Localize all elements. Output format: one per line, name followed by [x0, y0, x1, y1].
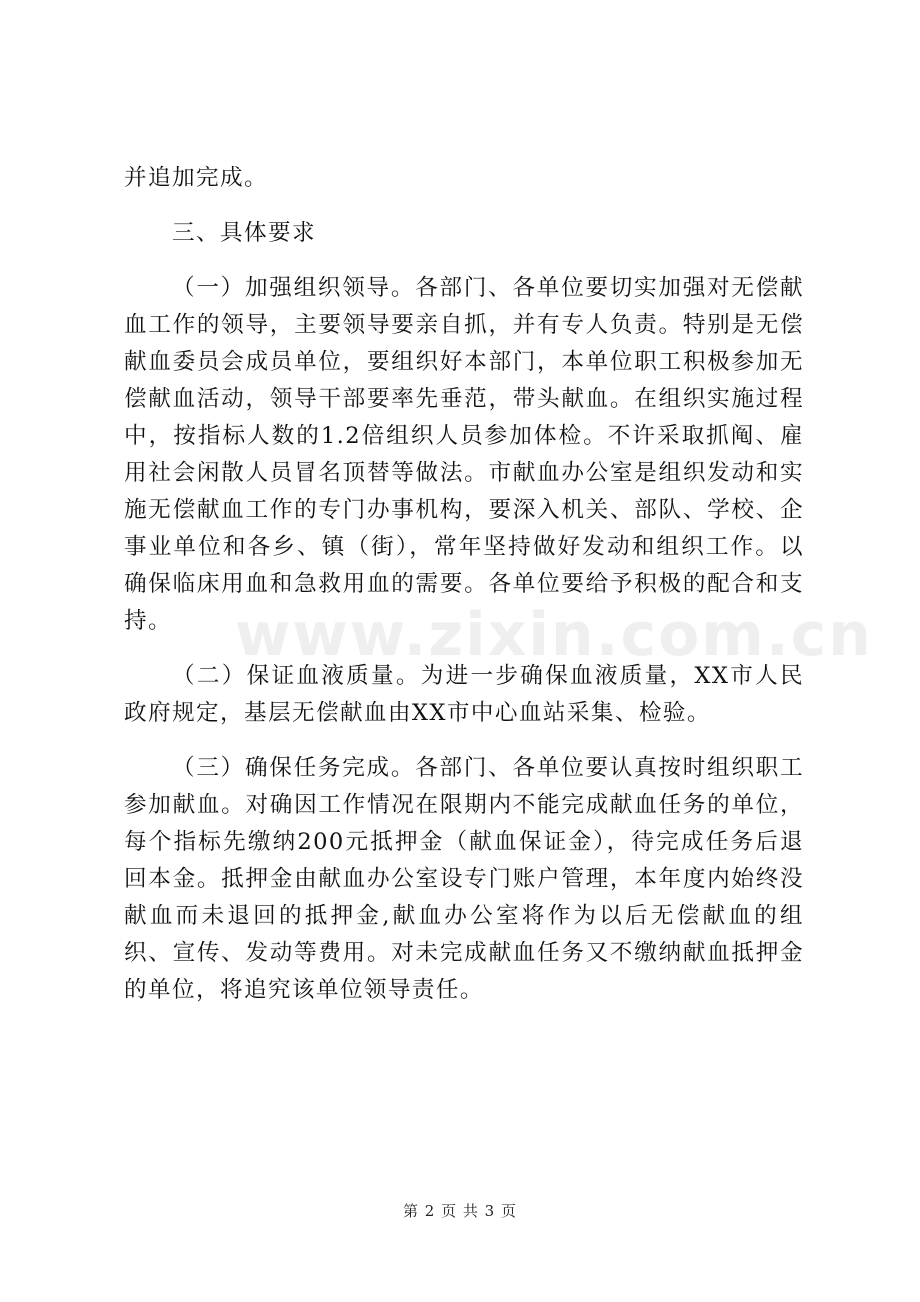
paragraph-organization: （一）加强组织领导。各部门、各单位要切实加强对无偿献血工作的领导，主要领导要亲自抓，并有专人负责。特别是无偿献血委员会成员单位，要组织好本部门，本单位职工积极参加无偿献血活动，领导干部要率先垂范，带头献血。在组织实施过程中，按指标人数的1.2倍组织人员参加体检。不许采取抓阄、雇用社会闲散人员冒名顶替等做法。市献血办公室是组织发动和实施无偿献血工作的专门办事机构，要深入机关、部队、学校、企事业单位和各乡、镇（街），常年坚持做好发动和组织工作。以确保临床用血和急救用血的需要。各单位要给予积极的配合和支持。: [124, 275, 804, 634]
paragraph-task-completion: （三）确保任务完成。各部门、各单位要认真按时组织职工参加献血。对确因工作情况在限期内不能完成献血任务的单位，每个指标先缴纳200元抵押金（献血保证金），待完成任务后退回本金。抵押金由献血办公室设专门账户管理，本年度内始终没献血而未退回的抵押金,献血办公室将作为以后无偿献血的组织、宣传、发动等费用。对未完成献血任务又不缴纳献血抵押金的单位，将追究该单位领导责任。: [124, 755, 804, 1003]
paragraph-blood-quality: （二）保证血液质量。为进一步确保血液质量，XX市人民政府规定，基层无偿献血由XX市中心血站采集、检验。: [124, 663, 804, 726]
section-heading: 三、具体要求: [172, 220, 316, 246]
document-body: [124, 160, 804, 1009]
paragraph-continuation: 并追加完成。: [124, 165, 268, 191]
page-footer: 第 2 页 共 3 页: [403, 1202, 517, 1220]
watermark: www.zixin.com.cn: [235, 600, 873, 670]
